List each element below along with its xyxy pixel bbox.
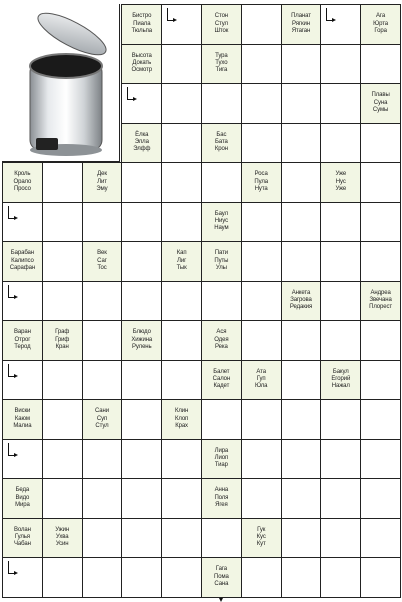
answer-cell[interactable] bbox=[82, 202, 123, 243]
answer-cell[interactable] bbox=[281, 83, 322, 124]
answer-cell[interactable] bbox=[360, 202, 401, 243]
answer-cell[interactable] bbox=[121, 241, 162, 282]
clue-text: Бас Бата Крон bbox=[214, 131, 228, 153]
answer-cell[interactable] bbox=[320, 123, 361, 164]
answer-cell[interactable] bbox=[201, 281, 242, 322]
clue-cell bbox=[201, 202, 242, 243]
answer-cell[interactable] bbox=[360, 439, 401, 480]
answer-cell[interactable] bbox=[161, 281, 202, 322]
clue-text: Ата Гуп Юла bbox=[255, 368, 268, 390]
clue-text: Виски Каюм Малиа bbox=[13, 408, 32, 429]
arrow-right-icon bbox=[133, 97, 137, 101]
clue-text: Гук Кус Кут bbox=[256, 526, 266, 548]
answer-cell[interactable] bbox=[201, 162, 242, 203]
clue-text: Век Саг Тос bbox=[97, 250, 107, 271]
clue-text: Гага Пома Сана bbox=[214, 566, 229, 587]
clue-text: Андреа Звечана Плорест bbox=[369, 289, 393, 311]
answer-cell[interactable] bbox=[360, 360, 401, 401]
answer-cell[interactable] bbox=[281, 162, 322, 203]
answer-cell[interactable] bbox=[121, 439, 162, 480]
answer-cell[interactable] bbox=[82, 360, 123, 401]
clue-cell bbox=[201, 4, 242, 45]
answer-cell[interactable] bbox=[241, 241, 282, 282]
answer-cell[interactable] bbox=[360, 478, 401, 519]
answer-cell[interactable] bbox=[281, 478, 322, 519]
clue-cell bbox=[281, 4, 322, 45]
clue-text: Высота Докать Осмотр bbox=[131, 52, 153, 74]
answer-cell[interactable] bbox=[281, 241, 322, 282]
arrow-right-icon bbox=[14, 453, 18, 457]
answer-cell[interactable] bbox=[161, 123, 202, 164]
answer-cell[interactable] bbox=[42, 399, 83, 440]
clue-cell bbox=[201, 478, 242, 519]
answer-cell[interactable] bbox=[241, 439, 282, 480]
clue-cell bbox=[201, 44, 242, 85]
clue-text: Ася Одея Река bbox=[214, 329, 229, 350]
clue-cell bbox=[320, 360, 361, 401]
clue-text: Кроль Орало Просо bbox=[13, 171, 32, 192]
answer-cell[interactable] bbox=[42, 360, 83, 401]
answer-cell[interactable] bbox=[42, 478, 83, 519]
clue-text: Ужин Ухва Усин bbox=[55, 526, 70, 548]
clue-text: Кап Лиг Тык bbox=[176, 250, 187, 271]
clue-cell bbox=[241, 162, 282, 203]
clue-text: Бистро Пиала Тюльпа bbox=[131, 13, 152, 34]
clue-text: Балет Салон Кадет bbox=[212, 368, 231, 390]
clue-cell bbox=[2, 162, 43, 203]
clue-cell bbox=[201, 557, 242, 598]
answer-cell[interactable] bbox=[320, 320, 361, 361]
answer-cell[interactable] bbox=[161, 557, 202, 598]
answer-cell[interactable] bbox=[82, 478, 123, 519]
clue-text: Лира Лиоп Тиар bbox=[214, 447, 229, 469]
answer-cell[interactable] bbox=[82, 320, 123, 361]
clue-cell bbox=[82, 399, 123, 440]
clue-cell bbox=[201, 241, 242, 282]
answer-cell[interactable] bbox=[360, 44, 401, 85]
clue-cell bbox=[2, 241, 43, 282]
clue-cell bbox=[82, 241, 123, 282]
clue-cell bbox=[2, 320, 43, 361]
answer-cell[interactable] bbox=[201, 399, 242, 440]
answer-cell[interactable] bbox=[241, 281, 282, 322]
answer-cell[interactable] bbox=[360, 241, 401, 282]
answer-cell[interactable] bbox=[121, 202, 162, 243]
clue-text: Волан Гулья Чабан bbox=[13, 526, 31, 548]
answer-cell[interactable] bbox=[121, 399, 162, 440]
clue-text: Сани Суп Стул bbox=[94, 408, 109, 429]
answer-cell[interactable] bbox=[281, 518, 322, 559]
clue-cell bbox=[320, 162, 361, 203]
clue-text: Блюдо Хижина Рулень bbox=[131, 329, 153, 350]
clue-text: Уже Нус Уже bbox=[335, 171, 347, 192]
answer-cell[interactable] bbox=[241, 399, 282, 440]
answer-cell[interactable] bbox=[320, 439, 361, 480]
answer-cell[interactable] bbox=[42, 241, 83, 282]
clue-cell bbox=[82, 162, 123, 203]
answer-cell[interactable] bbox=[42, 202, 83, 243]
clue-cell bbox=[241, 518, 282, 559]
answer-cell[interactable] bbox=[281, 320, 322, 361]
clue-cell bbox=[201, 360, 242, 401]
clue-text: Плавы Суна Сумы bbox=[371, 92, 390, 113]
answer-cell[interactable] bbox=[281, 557, 322, 598]
clue-text: Дек Лит Эму bbox=[96, 171, 108, 192]
clue-cell bbox=[121, 123, 162, 164]
answer-cell[interactable] bbox=[82, 518, 123, 559]
clue-text: Ёлка Элла Элфф bbox=[133, 131, 151, 153]
scanword-grid bbox=[2, 4, 400, 596]
answer-cell[interactable] bbox=[241, 557, 282, 598]
clue-cell bbox=[201, 439, 242, 480]
clue-cell bbox=[161, 399, 202, 440]
clue-text: Бакул Егорий Нажал bbox=[331, 368, 351, 390]
answer-cell[interactable] bbox=[320, 557, 361, 598]
clue-text: Баул Ниус Наум bbox=[214, 210, 229, 232]
answer-cell[interactable] bbox=[320, 241, 361, 282]
arrow-right-icon bbox=[14, 216, 18, 220]
answer-cell[interactable] bbox=[281, 439, 322, 480]
clue-cell bbox=[42, 320, 83, 361]
arrow-right-icon bbox=[14, 374, 18, 378]
answer-cell[interactable] bbox=[161, 320, 202, 361]
answer-cell[interactable] bbox=[360, 162, 401, 203]
answer-cell[interactable] bbox=[320, 83, 361, 124]
answer-cell[interactable] bbox=[121, 360, 162, 401]
answer-cell[interactable] bbox=[121, 162, 162, 203]
arrow-right-icon bbox=[332, 18, 336, 22]
clue-text: Беда Видо Мира bbox=[15, 487, 30, 508]
clue-text: Пати Путы Улы bbox=[214, 250, 229, 271]
arrow-right-icon bbox=[14, 295, 18, 299]
clue-cell bbox=[201, 320, 242, 361]
answer-cell[interactable] bbox=[201, 83, 242, 124]
arrow-right-icon bbox=[14, 571, 18, 575]
answer-cell[interactable] bbox=[241, 83, 282, 124]
answer-cell[interactable] bbox=[42, 162, 83, 203]
answer-cell[interactable] bbox=[42, 439, 83, 480]
answer-cell[interactable] bbox=[42, 557, 83, 598]
answer-cell[interactable] bbox=[360, 123, 401, 164]
answer-cell[interactable] bbox=[121, 478, 162, 519]
answer-cell[interactable] bbox=[281, 360, 322, 401]
answer-cell[interactable] bbox=[320, 202, 361, 243]
answer-cell[interactable] bbox=[320, 399, 361, 440]
answer-cell[interactable] bbox=[241, 202, 282, 243]
answer-cell[interactable] bbox=[82, 281, 123, 322]
clue-text: Варан Отрог Терод bbox=[13, 329, 31, 350]
answer-cell[interactable] bbox=[161, 202, 202, 243]
clue-cell bbox=[121, 320, 162, 361]
clue-text: Клин Клоп Крах bbox=[174, 408, 189, 429]
answer-cell[interactable] bbox=[161, 518, 202, 559]
answer-cell[interactable] bbox=[201, 518, 242, 559]
clue-text: Тура Тухо Тига bbox=[215, 52, 228, 74]
clue-text: Граф Гриф Кран bbox=[55, 329, 70, 350]
clue-cell bbox=[360, 281, 401, 322]
clue-text: Анкета Загрова Редакия bbox=[289, 289, 313, 311]
answer-cell[interactable] bbox=[161, 44, 202, 85]
answer-cell[interactable] bbox=[281, 202, 322, 243]
answer-cell[interactable] bbox=[241, 320, 282, 361]
trash-bin-icon bbox=[2, 4, 120, 162]
answer-cell[interactable] bbox=[42, 281, 83, 322]
answer-cell[interactable] bbox=[241, 478, 282, 519]
answer-cell[interactable] bbox=[281, 44, 322, 85]
answer-cell[interactable] bbox=[360, 399, 401, 440]
clue-text: Роса Пула Нута bbox=[254, 171, 268, 192]
answer-cell[interactable] bbox=[281, 399, 322, 440]
answer-cell[interactable] bbox=[161, 360, 202, 401]
clue-cell bbox=[360, 83, 401, 124]
answer-cell[interactable] bbox=[161, 162, 202, 203]
answer-cell[interactable] bbox=[320, 478, 361, 519]
clue-cell bbox=[201, 123, 242, 164]
clue-cell bbox=[360, 4, 401, 45]
answer-cell[interactable] bbox=[82, 439, 123, 480]
answer-cell[interactable] bbox=[320, 281, 361, 322]
clue-text: Планат Рягкин Ятаган bbox=[291, 13, 311, 34]
clue-text: Барабан Калипсо Сарафан bbox=[9, 250, 36, 271]
answer-cell[interactable] bbox=[241, 4, 282, 45]
answer-cell[interactable] bbox=[281, 123, 322, 164]
answer-cell[interactable] bbox=[121, 518, 162, 559]
answer-cell[interactable] bbox=[360, 518, 401, 559]
clue-cell bbox=[42, 518, 83, 559]
arrow-right-icon bbox=[173, 18, 177, 22]
answer-cell[interactable] bbox=[320, 44, 361, 85]
clue-text: Анна Поля Ягея bbox=[214, 487, 229, 508]
answer-cell[interactable] bbox=[360, 320, 401, 361]
answer-cell[interactable] bbox=[121, 557, 162, 598]
clue-text: Стон Стул Шток bbox=[214, 13, 229, 34]
clue-cell bbox=[121, 44, 162, 85]
clue-cell bbox=[2, 518, 43, 559]
clue-cell bbox=[2, 399, 43, 440]
answer-cell[interactable] bbox=[161, 83, 202, 124]
clue-cell bbox=[161, 241, 202, 282]
answer-cell[interactable] bbox=[161, 439, 202, 480]
answer-cell[interactable] bbox=[360, 557, 401, 598]
picture-clue-cell bbox=[2, 4, 120, 162]
answer-cell[interactable] bbox=[161, 478, 202, 519]
clue-text: Ага Юрта Гора bbox=[373, 13, 389, 34]
clue-cell bbox=[281, 281, 322, 322]
clue-cell bbox=[121, 4, 162, 45]
answer-cell[interactable] bbox=[121, 281, 162, 322]
answer-cell[interactable] bbox=[241, 44, 282, 85]
answer-cell[interactable] bbox=[241, 123, 282, 164]
answer-cell[interactable] bbox=[82, 557, 123, 598]
answer-cell[interactable] bbox=[320, 518, 361, 559]
clue-cell bbox=[2, 478, 43, 519]
clue-cell bbox=[241, 360, 282, 401]
